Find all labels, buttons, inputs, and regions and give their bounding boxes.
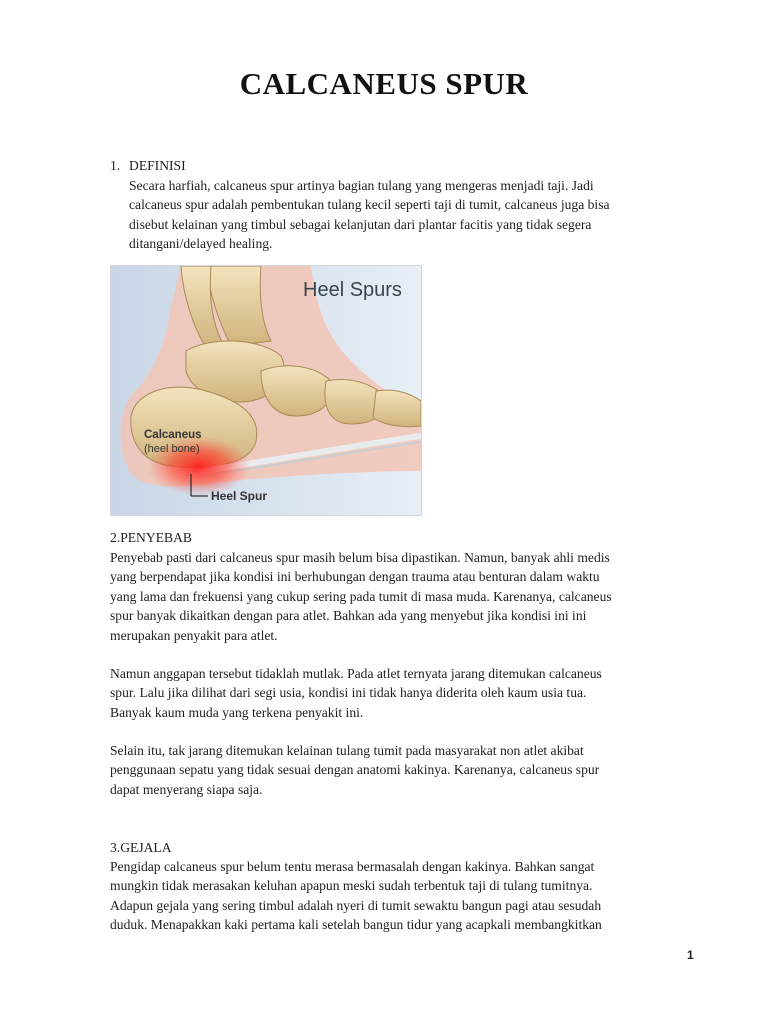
paragraph-penyebab-1 — [110, 548, 612, 645]
label-heel-spur: Heel Spur — [211, 489, 268, 503]
text-line: calcaneus spur adalah pembentukan tulang kecil seperti taji di tumit, calcaneus juga bisa — [129, 197, 610, 213]
figure-title: Heel Spurs — [303, 279, 402, 301]
label-calcaneus: Calcaneus — [144, 429, 202, 441]
text-line: Banyak kaum muda yang terkena penyakit ini. — [110, 704, 364, 720]
section-heading-penyebab: 2.PENYEBAB — [110, 530, 192, 545]
paragraph-penyebab-3 — [110, 741, 599, 799]
text-line: ditangani/delayed healing. — [129, 236, 273, 252]
text-line: Penyebab pasti dari calcaneus spur masih belum bisa dipastikan. Namun, banyak ahli medis — [110, 550, 610, 565]
text-line: yang lama dan frekuensi yang cukup sering pada tumit di masa muda. Karenanya, calcaneus — [110, 588, 612, 604]
text-line: disebut kelainan yang timbul sebagai kelanjutan dari plantar facitis yang tidak segera — [129, 216, 592, 232]
text-line: merupakan penyakit para atlet. — [110, 627, 278, 643]
text-line: duduk. Menapakkan kaki pertama kali setelah bangun tidur yang acapkali membangkitkan — [110, 917, 602, 933]
heel-spur-illustration — [110, 265, 422, 516]
text-line: Adapun gejala yang sering timbul adalah nyeri di tumit sewaktu bangun pagi atau sesudah — [110, 897, 602, 913]
paragraph-penyebab-2 — [110, 664, 602, 722]
text-line: Secara harfiah, calcaneus spur artinya bagian tulang yang mengeras menjadi taji. Jadi — [129, 178, 594, 193]
section-heading-definisi: DEFINISI — [129, 158, 186, 173]
paragraph-definisi — [129, 176, 610, 254]
text-line: Selain itu, tak jarang ditemukan kelainan tulang tumit pada masyarakat non atlet akibat — [110, 743, 584, 758]
heel-spur-diagram — [111, 266, 421, 515]
text-line: yang berpendapat jika kondisi ini berhubungan dengan trauma atau benturan dalam waktu — [110, 569, 600, 585]
text-line: dapat menyerang siapa saja. — [110, 781, 263, 797]
paragraph-gejala-1 — [110, 857, 602, 935]
document-title: CALCANEUS SPUR — [239, 66, 529, 101]
label-heel-bone: (heel bone) — [144, 443, 200, 455]
text-line: spur. Lalu jika dilihat dari segi usia, kondisi ini tidak hanya diderita oleh kaum usia tua. — [110, 685, 587, 701]
text-line: spur banyak dikaitkan dengan para atlet. Bahkan ada yang menyebut jika kondisi ini ini — [110, 608, 587, 624]
section-heading-gejala: 3.GEJALA — [110, 840, 172, 855]
text-line: Namun anggapan tersebut tidaklah mutlak. Pada atlet ternyata jarang ditemukan calcaneus — [110, 666, 602, 681]
page-number: 1 — [687, 948, 694, 962]
text-line: Pengidap calcaneus spur belum tentu merasa bermasalah dengan kakinya. Bahkan sangat — [110, 859, 595, 874]
text-line: mungkin tidak merasakan keluhan apapun meski sudah terbentuk taji di tulang tumitnya. — [110, 878, 593, 894]
text-line: penggunaan sepatu yang tidak sesuai dengan anatomi kakinya. Karenanya, calcaneus spur — [110, 762, 600, 778]
section-number: 1. — [110, 158, 121, 173]
